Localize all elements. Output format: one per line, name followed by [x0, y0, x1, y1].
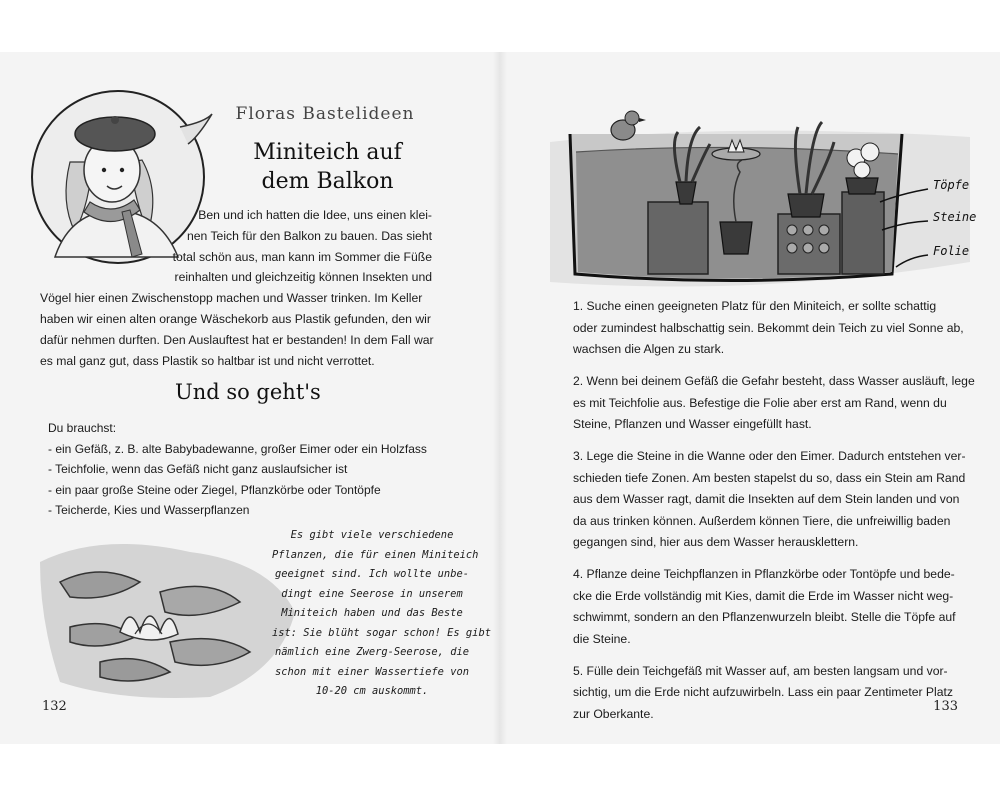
- note-line: geeignet sind. Ich wollte unbe-: [275, 568, 469, 580]
- materials-list: [48, 418, 468, 521]
- step-line: 5. Fülle dein Teichgefäß mit Wasser auf, am besten langsam und vor-: [573, 663, 948, 678]
- label-liner: Folie: [933, 244, 970, 258]
- intro-line: es mal ganz gut, dass Plastik so haltbar ist und nicht verrottet.: [40, 353, 375, 368]
- note-line: dingt eine Seerose in unserem: [281, 587, 463, 600]
- instruction-step: [573, 564, 956, 650]
- intro-line: total schön aus, man kann im Sommer die Füße: [172, 249, 432, 264]
- title-line: dem Balkon: [261, 169, 394, 194]
- water-lily-illustration: [40, 522, 300, 702]
- mini-pond-diagram: [530, 82, 990, 312]
- intro-line: reinhalten und gleichzeitig können Insekten und: [174, 270, 432, 285]
- page-number: 132: [42, 699, 67, 714]
- intro-line: dafür nehmen durften. Den Auslauftest hat er bestanden! In dem Fall war: [40, 332, 434, 347]
- note-line: Pflanzen, die für einen Miniteich: [272, 548, 479, 561]
- step-line: zur Oberkante.: [573, 706, 654, 721]
- note-line: Miniteich haben und das Beste: [281, 607, 463, 619]
- step-line: aus dem Wasser ragt, damit die Insekten auf dem Stein landen und von: [573, 492, 960, 506]
- section-heading: Und so geht's: [175, 380, 321, 404]
- step-line: schieden tiefe Zonen. Am besten stapelst du so, dass ein Stein am Rand: [573, 470, 966, 485]
- step-line: 3. Lege die Steine in die Wanne oder den Eimer. Dadurch entstehen ver-: [573, 449, 966, 463]
- page-number: 133: [933, 699, 958, 714]
- note-line: nämlich eine Zwerg-Seerose, die: [275, 646, 469, 658]
- instruction-step: [573, 371, 975, 436]
- intro-line: nen Teich für den Balkon zu bauen. Das sieht: [186, 228, 432, 243]
- step-line: oder zumindest halbschattig sein. Bekommt dein Teich zu viel Sonne ab,: [573, 320, 964, 335]
- step-line: schwimmt, sondern an den Pflanzenwurzeln bleibt. Stelle die Töpfe auf: [573, 610, 956, 624]
- step-line: die Steine.: [573, 631, 631, 646]
- left-page: [0, 52, 500, 744]
- step-line: gegangen sind, hier aus dem Wasser herausklettern.: [573, 535, 859, 549]
- materials-label: Du brauchst:: [48, 421, 117, 435]
- step-line: 1. Suche einen geeigneten Platz für den Miniteich, er sollte schattig: [573, 299, 937, 313]
- label-stones: Steine: [933, 210, 977, 224]
- step-line: 4. Pflanze deine Teichpflanzen in Pflanzkörbe oder Tontöpfe und bede-: [573, 567, 955, 581]
- page-title: [225, 138, 430, 196]
- right-page: [500, 52, 1000, 744]
- materials-item: - ein paar große Steine oder Ziegel, Pflanzkörbe oder Tontöpfe: [48, 480, 468, 501]
- materials-item: - Teichfolie, wenn das Gefäß nicht ganz auslaufsicher ist: [48, 459, 468, 480]
- book-spread: [0, 52, 1000, 744]
- note-line: schon mit einer Wassertiefe von: [275, 665, 469, 678]
- step-line: cke die Erde vollständig mit Kies, damit die Erde im Wasser nicht weg-: [573, 588, 954, 603]
- step-line: Steine, Pflanzen und Wasser eingefüllt hast.: [573, 417, 812, 431]
- intro-line: haben wir einen alten orange Wäschekorb aus Plastik gefunden, den wir: [40, 311, 431, 326]
- step-line: es mit Teichfolie aus. Befestige die Folie aber erst am Rand, wenn du: [573, 395, 947, 410]
- handwritten-note: [272, 526, 491, 702]
- note-line: ist: Sie blüht sogar schon! Es gibt: [272, 626, 491, 639]
- instruction-step: [573, 296, 964, 361]
- intro-line: Vögel hier einen Zwischenstopp machen und Wasser trinken. Im Keller: [40, 291, 423, 306]
- materials-item: - ein Gefäß, z. B. alte Babybadewanne, großer Eimer oder ein Holzfass: [48, 439, 468, 460]
- title-line: Miniteich auf: [253, 140, 402, 165]
- series-kicker: Floras Bastelideen: [235, 104, 415, 124]
- note-line: 10-20 cm auskommt.: [315, 685, 429, 697]
- intro-paragraph: [40, 205, 432, 371]
- note-line: Es gibt viele verschiedene: [290, 529, 454, 541]
- materials-item: - Teicherde, Kies und Wasserpflanzen: [48, 500, 468, 521]
- step-line: wachsen die Algen zu stark.: [573, 342, 725, 356]
- instruction-step: [573, 446, 966, 554]
- intro-line: Ben und ich hatten die Idee, uns einen klei-: [198, 208, 432, 222]
- step-line: da aus trinken können. Außerdem können Tiere, die unfreiwillig baden: [573, 513, 951, 528]
- label-pots: Töpfe: [933, 178, 970, 192]
- step-line: 2. Wenn bei deinem Gefäß die Gefahr besteht, dass Wasser ausläuft, lege: [573, 374, 975, 388]
- step-line: sichtig, um die Erde nicht aufzuwirbeln. Lass ein paar Zentimeter Platz: [573, 685, 954, 699]
